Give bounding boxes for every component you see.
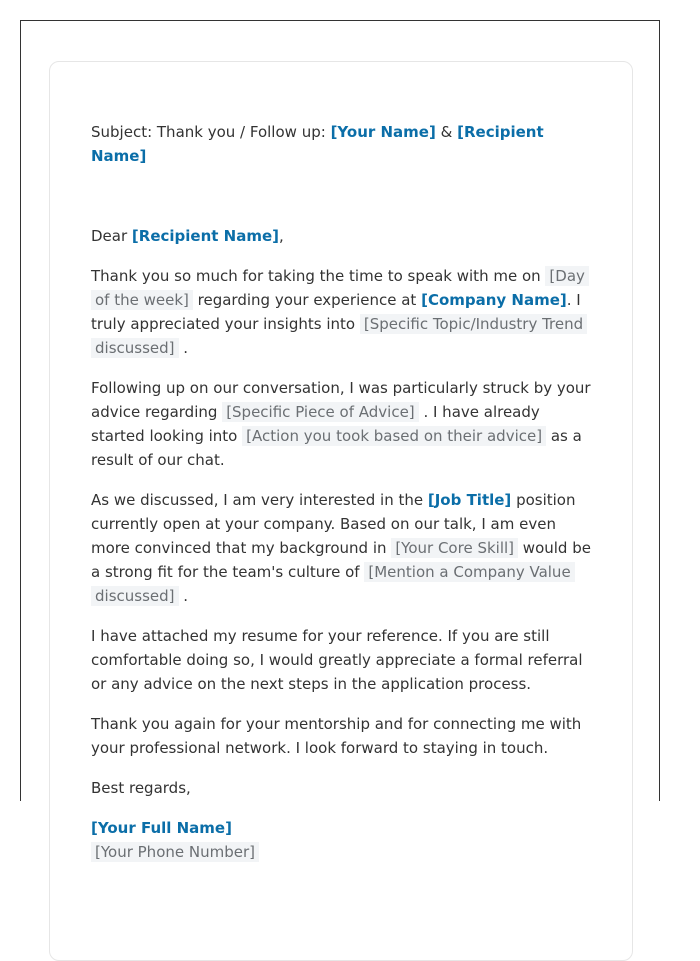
paragraph-text: . bbox=[183, 339, 189, 357]
core-skill-placeholder: [Your Core Skill] bbox=[391, 538, 518, 558]
greeting-prefix: Dear bbox=[91, 227, 128, 245]
company-name-placeholder: [Company Name] bbox=[421, 291, 567, 309]
company-value-placeholder: [Mention a Company Value discussed] bbox=[91, 562, 575, 606]
paragraph-text: . I truly appreciated your insights into bbox=[91, 291, 581, 333]
email-card bbox=[49, 61, 633, 961]
greeting bbox=[91, 224, 592, 248]
subject-line bbox=[91, 120, 592, 168]
topic-placeholder: [Specific Topic/Industry Trend discussed] bbox=[91, 314, 587, 358]
job-title-placeholder: [Job Title] bbox=[427, 491, 512, 509]
signature-name-placeholder: [Your Full Name] bbox=[91, 819, 232, 837]
paragraph-text: would be a strong fit for the team's culture of bbox=[91, 539, 591, 581]
paragraph-text: regarding your experience at bbox=[197, 291, 417, 309]
advice-placeholder: [Specific Piece of Advice] bbox=[222, 402, 418, 422]
closing: Best regards, bbox=[91, 779, 191, 797]
paragraph-text: as a result of our chat. bbox=[91, 427, 582, 469]
paragraph-resume: I have attached my resume for your reference. If you are still comfortable doing so, I would greatly appreciate a formal referral or any advice on the next steps in the application process. bbox=[91, 627, 583, 693]
signature-phone-placeholder: [Your Phone Number] bbox=[91, 842, 259, 862]
paragraph-thanks bbox=[91, 264, 592, 360]
paragraph-closing-thanks: Thank you again for your mentorship and for connecting me with your professional network. I look forward to staying in touch. bbox=[91, 715, 582, 757]
subject-ampersand: & bbox=[440, 123, 453, 141]
paragraph-text: Thank you so much for taking the time to speak with me on bbox=[91, 267, 541, 285]
paragraph-text: . bbox=[183, 587, 189, 605]
paragraph-follow-up bbox=[91, 376, 592, 472]
day-of-week-placeholder: [Day of the week] bbox=[91, 266, 589, 310]
signature-block bbox=[91, 816, 592, 864]
subject-sender-placeholder: [Your Name] bbox=[330, 123, 436, 141]
greeting-recipient-placeholder: [Recipient Name] bbox=[131, 227, 279, 245]
paragraph-text: position currently open at your company. Based on our talk, I am even more convinced that my background in bbox=[91, 491, 576, 557]
paragraph-text: Following up on our conversation, I was particularly struck by your advice regarding bbox=[91, 379, 591, 421]
paragraph-job-interest bbox=[91, 488, 592, 608]
subject-recipient-placeholder: [Recipient Name] bbox=[91, 123, 544, 165]
greeting-comma: , bbox=[279, 227, 284, 245]
paragraph-text: . I have already started looking into bbox=[91, 403, 540, 445]
subject-prefix: Subject: Thank you / Follow up: bbox=[91, 123, 326, 141]
document-frame bbox=[20, 20, 660, 861]
action-placeholder: [Action you took based on their advice] bbox=[242, 426, 546, 446]
paragraph-text: As we discussed, I am very interested in the bbox=[91, 491, 424, 509]
